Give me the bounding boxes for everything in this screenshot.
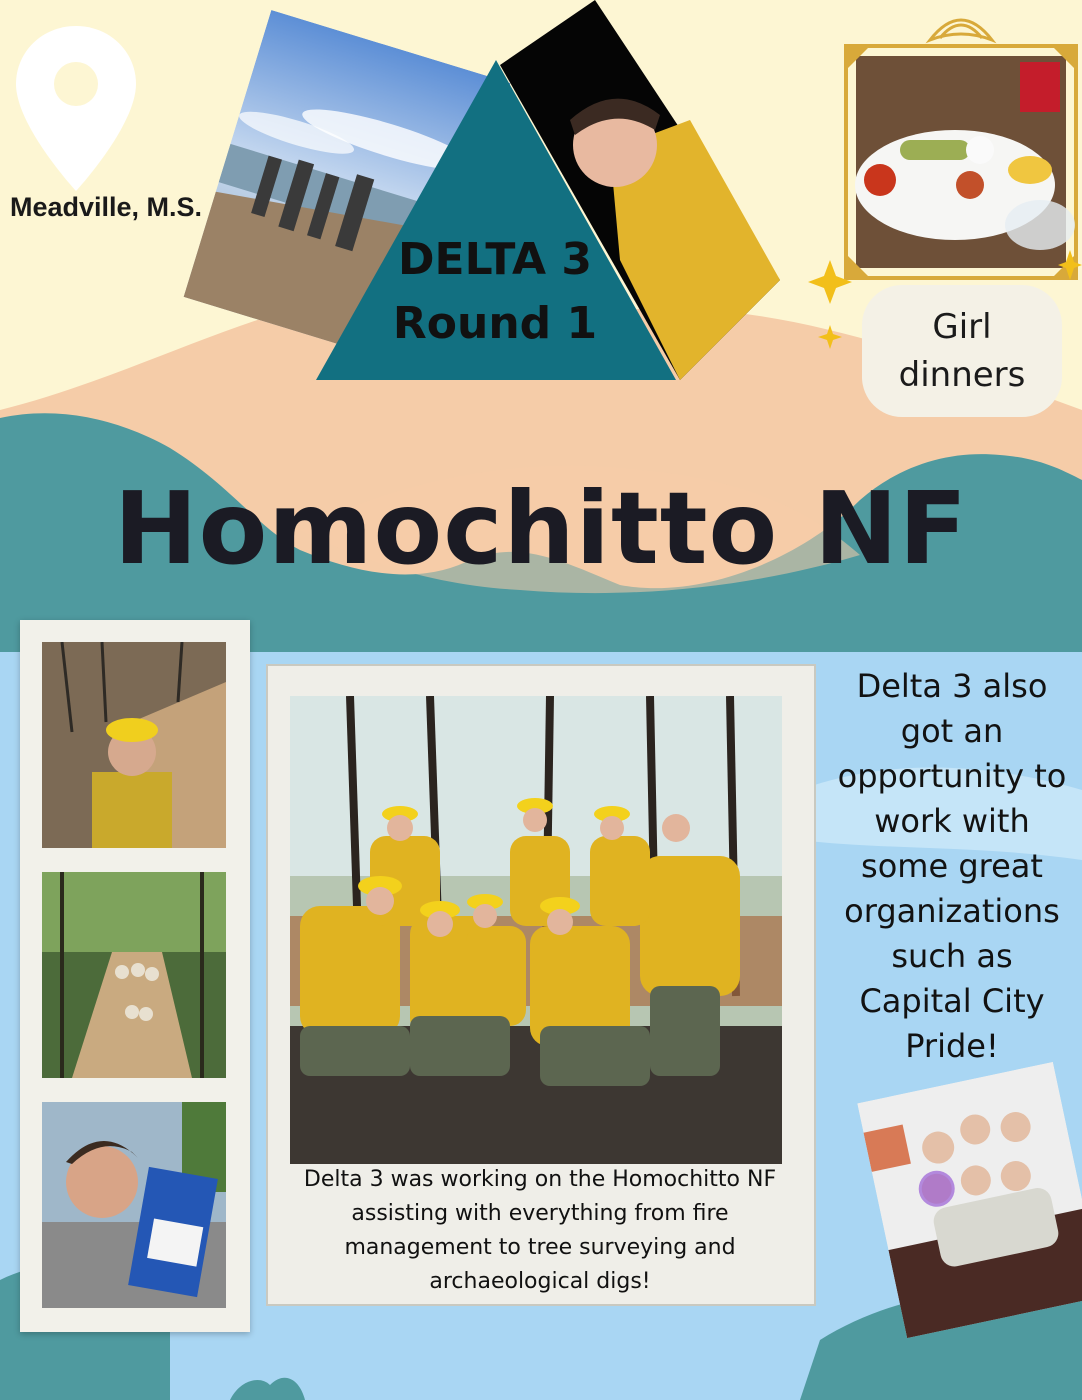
photo-crew-group — [290, 696, 782, 1164]
triangle-title — [360, 228, 630, 356]
photo-boardwalk-forest — [42, 872, 226, 1078]
location-label: Meadville, M.S. — [10, 192, 203, 222]
location-pin-icon — [16, 26, 136, 191]
triangle-line2: Round 1 — [392, 298, 598, 349]
photo-caption: Delta 3 was working on the Homochitto NF assisting with everything from fire management to tree surveying and archaeological digs! — [303, 1167, 777, 1294]
photo-pop-tarts — [42, 1102, 226, 1308]
bubble-line2: dinners — [898, 355, 1026, 395]
bubble-line1: Girl — [932, 307, 992, 347]
photo-selfie-hardhat — [42, 642, 226, 848]
girl-dinners-bubble — [862, 285, 1062, 417]
page-title: Homochitto NF — [113, 470, 969, 587]
triangle-line1: DELTA 3 — [398, 234, 592, 285]
side-description: Delta 3 also got an opportunity to work with some great organizations such as Capital City Pride! — [837, 667, 1067, 1065]
